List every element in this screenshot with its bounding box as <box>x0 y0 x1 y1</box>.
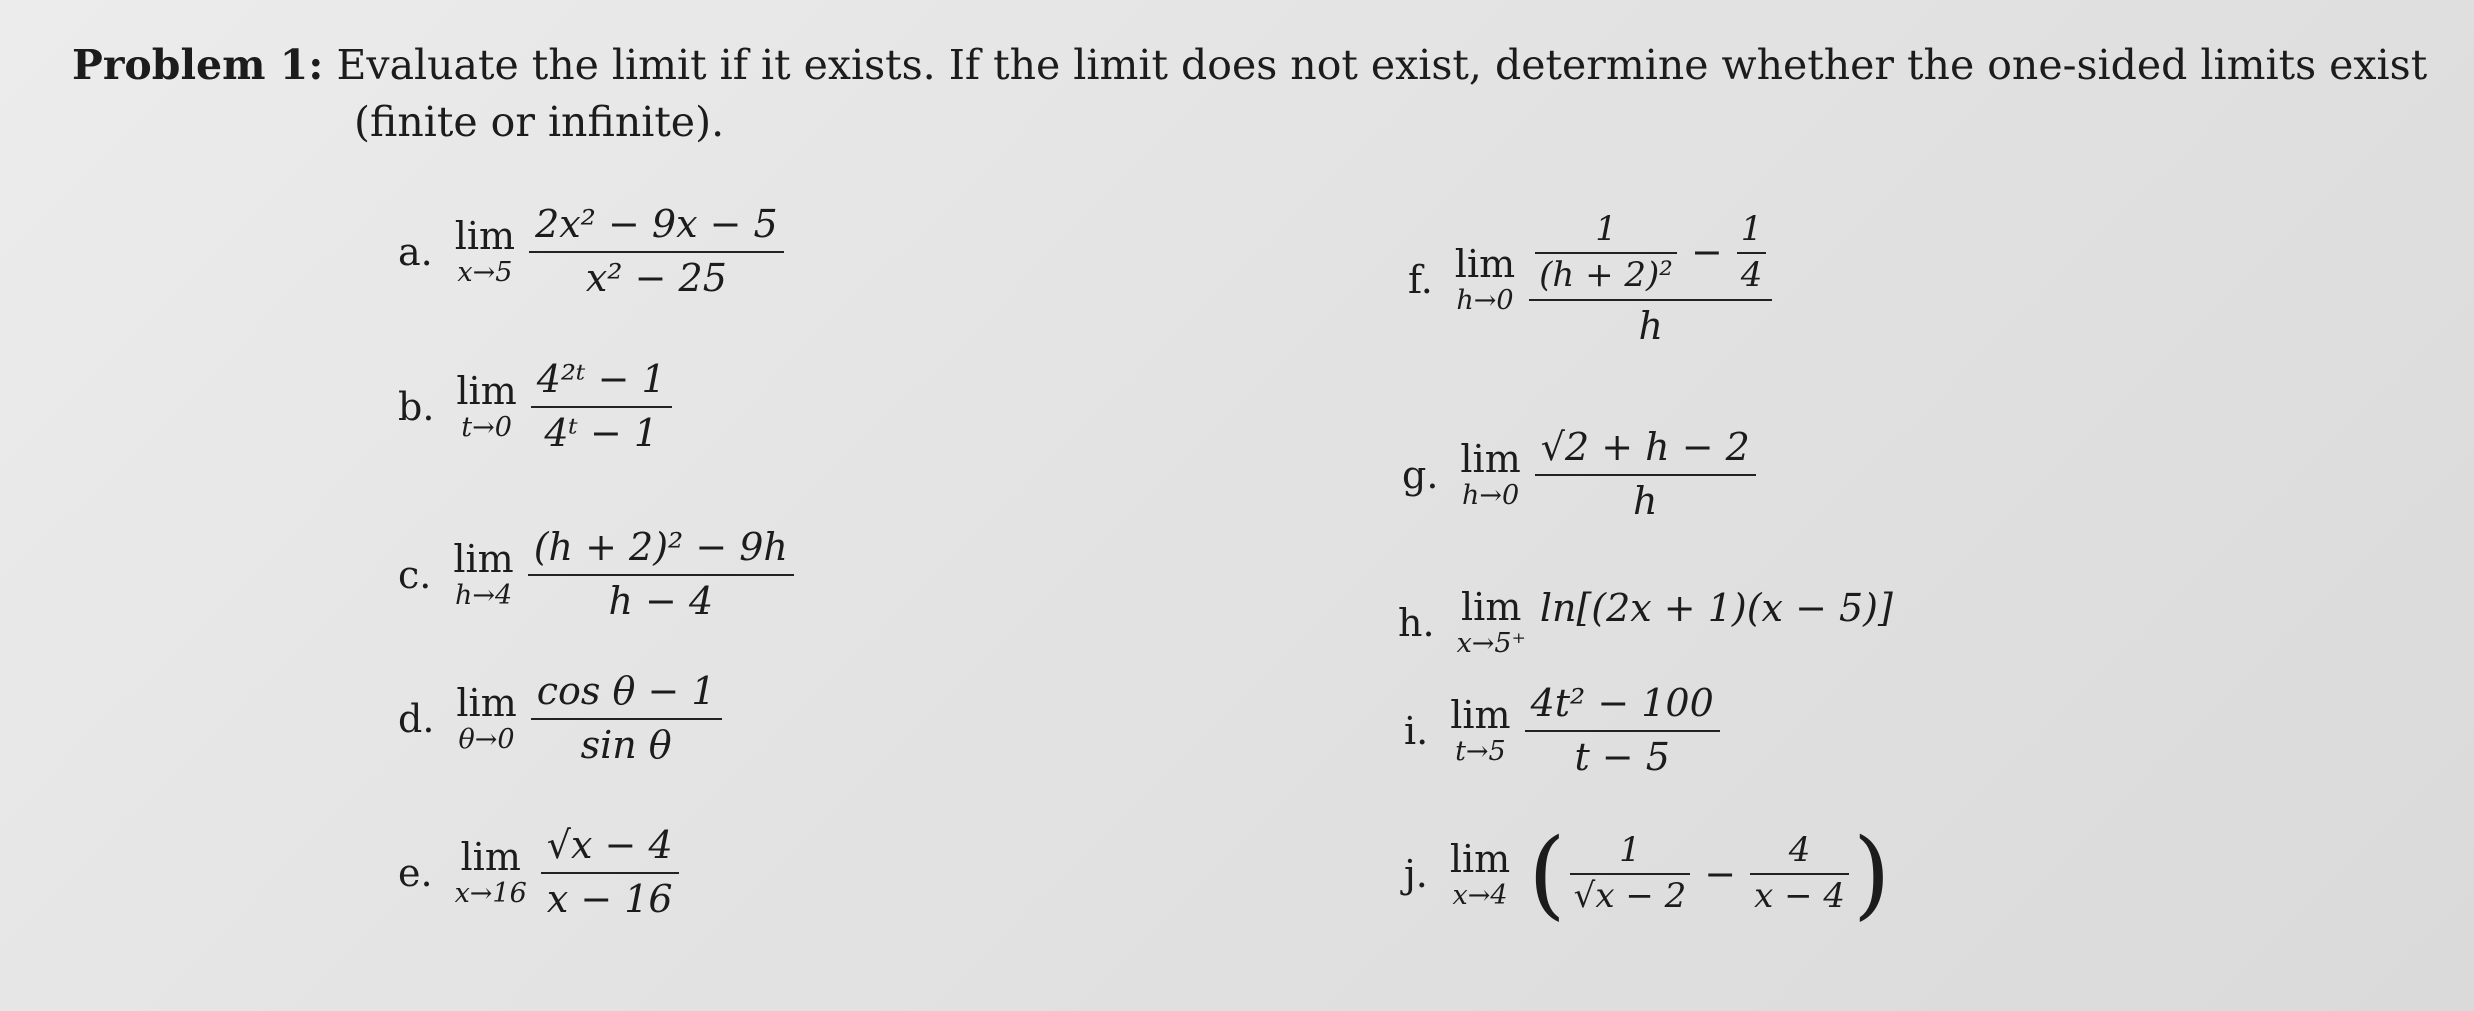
lim-subscript: t→0 <box>461 412 512 444</box>
minus-sign: − <box>1704 852 1737 896</box>
numerator: cos θ − 1 <box>536 669 716 713</box>
lim-word: lim <box>1450 693 1511 738</box>
problem-e-limit <box>454 835 527 910</box>
left-paren: ( <box>1528 818 1566 930</box>
problem-b-fraction <box>531 357 672 455</box>
numerator: √2 + h − 2 <box>1540 425 1750 469</box>
problem-instructions-line1: Evaluate the limit if it exists. If the limit does not exist, determine whether the one-sided limits exist <box>336 41 2428 89</box>
problem-c-label: c. <box>398 552 432 597</box>
fraction-bar <box>1737 252 1767 254</box>
lim-word: lim <box>1454 242 1516 287</box>
term-b-bottom: 4 <box>1740 254 1763 295</box>
right-paren: ) <box>1853 818 1891 930</box>
term-a-top: 1 <box>1619 830 1641 871</box>
numerator: √x − 4 <box>546 823 673 867</box>
lim-subscript: x→5 <box>457 257 513 289</box>
problem-i-label: i. <box>1404 708 1429 753</box>
problem-d-fraction <box>531 669 722 767</box>
problem-b-limit <box>456 369 517 444</box>
problem-g-limit <box>1460 437 1521 512</box>
problem-j-term-b <box>1750 830 1849 916</box>
problem-e-fraction <box>541 823 679 921</box>
denominator: x² − 25 <box>585 255 727 300</box>
numerator: 4²ᵗ − 1 <box>536 357 666 401</box>
lim-subscript: x→16 <box>454 878 527 910</box>
denominator: t − 5 <box>1574 734 1670 779</box>
numerator <box>1529 209 1772 299</box>
numerator-term-a <box>1535 209 1677 295</box>
problem-g-label: g. <box>1402 452 1439 497</box>
problem-h-expression: ln[(2x + 1)(x − 5)] <box>1539 585 1893 630</box>
lim-subscript: h→0 <box>1456 285 1514 317</box>
problem-d-label: d. <box>398 696 435 741</box>
problem-f-fraction <box>1529 209 1772 349</box>
lim-subscript: x→5⁺ <box>1456 628 1526 659</box>
problem-j-limit <box>1449 836 1511 911</box>
problem-i-fraction <box>1525 681 1720 779</box>
problem-j <box>1404 818 1894 930</box>
fraction-bar <box>1570 873 1691 875</box>
problem-c <box>398 525 794 623</box>
problem-header <box>72 38 2427 93</box>
minus-sign: − <box>1690 229 1723 274</box>
lim-word: lim <box>454 214 516 259</box>
lim-subscript: θ→0 <box>458 724 515 756</box>
denominator: h − 4 <box>608 578 714 623</box>
problem-f-label: f. <box>1408 257 1433 302</box>
problem-g-fraction <box>1535 425 1756 523</box>
problem-c-fraction <box>528 525 794 623</box>
problem-j-term-a <box>1570 830 1691 916</box>
problem-e <box>398 823 679 921</box>
problem-h <box>1398 585 1893 659</box>
problem-b <box>398 357 672 455</box>
numerator: (h + 2)² − 9h <box>533 525 788 569</box>
lim-word: lim <box>1449 836 1511 881</box>
problem-h-limit <box>1456 585 1526 659</box>
lim-subscript: x→4 <box>1452 879 1508 911</box>
problem-a-fraction <box>529 202 784 300</box>
lim-subscript: h→0 <box>1461 480 1520 512</box>
problem-a-label: a. <box>398 229 433 274</box>
problem-b-label: b. <box>398 384 435 429</box>
term-a-bottom: (h + 2)² <box>1539 254 1673 295</box>
term-b-top: 4 <box>1788 830 1811 871</box>
term-b-top: 1 <box>1740 209 1763 249</box>
numerator: 4t² − 100 <box>1530 681 1714 725</box>
problem-f-limit <box>1454 242 1516 317</box>
term-a-top: 1 <box>1595 209 1617 249</box>
denominator: sin θ <box>580 722 672 767</box>
problem-a <box>398 202 784 300</box>
problem-h-label: h. <box>1398 600 1435 645</box>
lim-word: lim <box>456 369 517 414</box>
problem-f <box>1408 209 1772 349</box>
lim-word: lim <box>1461 585 1522 629</box>
denominator: x − 16 <box>546 876 673 921</box>
denominator: h <box>1633 478 1658 523</box>
problem-e-label: e. <box>398 850 433 895</box>
lim-word: lim <box>456 681 517 726</box>
problem-i-limit <box>1450 693 1511 768</box>
numerator: 2x² − 9x − 5 <box>535 202 778 246</box>
denominator: 4ᵗ − 1 <box>544 410 659 455</box>
numerator-term-b <box>1737 209 1767 295</box>
lim-word: lim <box>1460 437 1521 482</box>
problem-i <box>1404 681 1720 779</box>
problem-g <box>1402 425 1756 523</box>
problem-c-limit <box>453 537 514 612</box>
problem-d-limit <box>456 681 517 756</box>
problem-d <box>398 669 722 767</box>
problem-label: Problem 1: <box>72 41 324 89</box>
term-a-bottom: √x − 2 <box>1573 876 1687 916</box>
problem-a-limit <box>454 214 516 289</box>
lim-word: lim <box>460 835 521 880</box>
problem-j-label: j. <box>1404 852 1428 896</box>
lim-word: lim <box>453 537 514 582</box>
denominator: h <box>1638 304 1664 349</box>
term-b-bottom: x − 4 <box>1754 876 1846 916</box>
lim-subscript: h→4 <box>454 580 513 612</box>
problem-instructions-line2: (finite or infinite). <box>354 98 725 146</box>
fraction-bar <box>1750 873 1849 875</box>
lim-subscript: t→5 <box>1455 736 1506 768</box>
fraction-bar <box>1535 252 1677 254</box>
